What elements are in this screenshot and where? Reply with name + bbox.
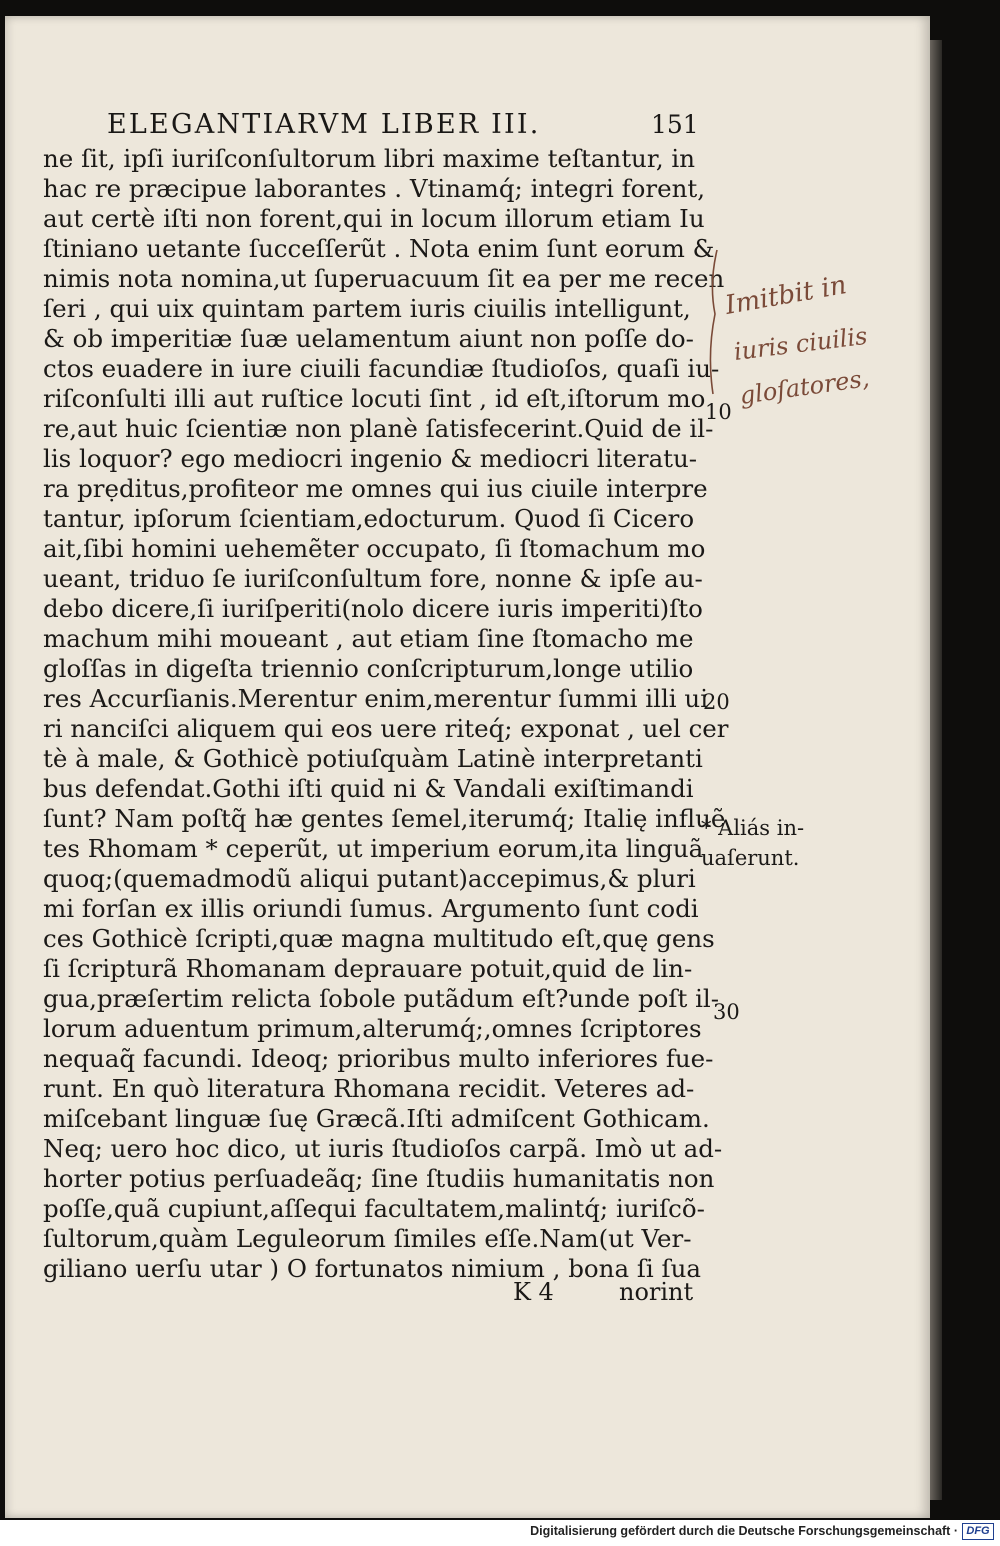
text-line: hac re præcipue laborantes . Vtinamq́; integri forent, [43, 174, 706, 203]
text-line: lorum aduentum primum,alterumq́;,omnes ſcriptores [43, 1014, 702, 1043]
text-line: debo dicere,ſi iuriſperiti(nolo dicere iuris imperiti)ſto [43, 594, 703, 623]
handwritten-line-2: iuris ciuilis [732, 321, 869, 366]
text-line: ctos euadere in iure ciuili facundiæ ſtudioſos, quaſi iu- [43, 354, 720, 383]
handwritten-line-1: Imitbit in [723, 270, 849, 321]
text-line: re,aut huic ſcientiæ non planè ſatisfecerint.Quid de il- [43, 414, 714, 443]
side-note-line-1: * Aliás in- [701, 816, 805, 840]
text-line: ne ſit, ipſi iuriſconſultorum libri maxime teſtantur, in [43, 144, 696, 173]
text-line: lis loquor? ego mediocri ingenio & mediocri literatu- [43, 444, 698, 473]
text-line: nimis nota nomina,ut ſuperuacuum ſit ea per me recen [43, 264, 725, 293]
running-title: ELEGANTIARVM LIBER III. [107, 109, 541, 140]
text-line: ueant, triduo ſe iuriſconſultum fore, nonne & ipſe au- [43, 564, 703, 593]
page-number: 151 [651, 110, 699, 139]
text-line: machum mihi moueant , aut etiam ſine ſtomacho me [43, 624, 694, 653]
text-line: aut certè iſti non forent,qui in locum illorum etiam Iu [43, 204, 705, 233]
signature-mark: K 4 [513, 1278, 554, 1306]
footer-bar [0, 1520, 1000, 1546]
line-number-10: 10 [705, 400, 732, 424]
handwritten-marginal-note [705, 244, 915, 422]
book-page [5, 16, 930, 1518]
text-line: tes Rhomam * ceperũt, ut imperium eorum,ita linguã [43, 834, 704, 863]
text-line: & ob imperitiæ ſuæ uelamentum aiunt non poſſe do- [43, 324, 694, 353]
text-line: ra prẹditus,profiteor me omnes qui ius ciuile interpre [43, 474, 708, 503]
text-line: quoq;(quemadmodũ aliqui putant)accepimus,& pluri [43, 864, 696, 893]
text-line: miſcebant linguæ ſuę Græcã.Iſti admiſcent Gothicam. [43, 1104, 710, 1133]
text-line: res Accurſianis.Merentur enim,merentur ſummi illi ui [43, 684, 709, 713]
text-line: poſſe,quã cupiunt,aſſequi facultatem,malintq́; iuriſcõ- [43, 1194, 705, 1223]
line-number-30: 30 [713, 1000, 740, 1024]
text-line: runt. En quò literatura Rhomana recidit. Veteres ad- [43, 1074, 695, 1103]
text-line: giliano uerſu utar ) O fortunatos nimium , bona ſi ſua [43, 1254, 701, 1283]
text-line: ſi ſcripturã Rhomanam deprauare potuit,quid de lin- [43, 954, 693, 983]
text-line: nequaq̃ facundi. Ideoq; prioribus multo inferiores fue- [43, 1044, 714, 1073]
text-line: ſtiniano uetante ſucceſſerũt . Nota enim ſunt eorum & [43, 234, 715, 263]
text-line: tè à male, & Gothicè potiuſquàm Latinè interpretanti [43, 744, 703, 773]
line-number-20: 20 [703, 690, 730, 714]
text-line: mi forſan ex illis oriundi ſumus. Argumento ſunt codi [43, 894, 699, 923]
text-line: ſultorum,quàm Leguleorum ſimiles eſſe.Nam(ut Ver- [43, 1224, 692, 1253]
text-line: Neq; uero hoc dico, ut iuris ſtudioſos carpã. Imò ut ad- [43, 1134, 723, 1163]
text-line: horter potius perſuadeãq; ſine ſtudiis humanitatis non [43, 1164, 715, 1193]
page-edge [930, 40, 942, 1500]
text-line: ait,ſibi homini uehemẽter occupato, ſi ſtomachum mo [43, 534, 706, 563]
running-head [107, 108, 699, 142]
funding-notice: Digitalisierung gefördert durch die Deutsche Forschungsgemeinschaft · [530, 1524, 958, 1538]
catchword: norint [619, 1278, 694, 1306]
manuscript-bracket [710, 250, 717, 394]
text-line: riſconſulti illi aut ruſtice locuti ſint , id eſt,iſtorum mo [43, 384, 706, 413]
text-line: ces Gothicè ſcripti,quæ magna multitudo eſt,quę gens [43, 924, 715, 953]
text-line: ri nanciſci aliquem qui eos uere riteq́; exponat , uel cer [43, 714, 729, 743]
text-line: bus defendat.Gothi iſti quid ni & Vandali exiſtimandi [43, 774, 694, 803]
text-line: ſunt? Nam poſtq̃ hæ gentes ſemel,iterumq́; Italię influẽ [43, 804, 726, 833]
dfg-logo: DFG [962, 1523, 994, 1540]
text-line: gua,præſertim relicta ſobole putãdum eſt?unde poſt il- [43, 984, 720, 1013]
text-line: gloſſas in digeſta triennio conſcripturum,longe utilio [43, 654, 694, 683]
handwritten-line-3: gloſatores, [737, 364, 871, 410]
text-line: ſeri , qui uix quintam partem iuris ciuilis intelligunt, [43, 294, 691, 323]
side-note-line-2: uaſerunt. [701, 846, 800, 870]
text-line: tantur, ipſorum ſcientiam,edocturum. Quod ſi Cicero [43, 504, 695, 533]
